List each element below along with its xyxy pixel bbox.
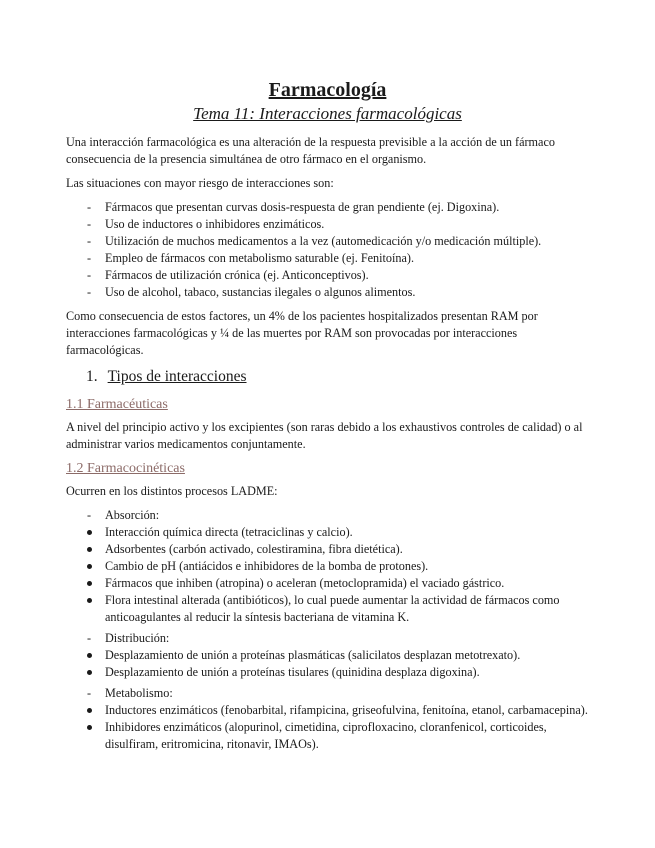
page-title: Farmacología	[268, 79, 387, 101]
list-item: Adsorbentes (carbón activado, colestiramina, fibra dietética).	[66, 541, 589, 558]
list-item: Desplazamiento de unión a proteínas tisulares (quinidina desplaza digoxina).	[66, 664, 589, 681]
group-label: - Metabolismo:	[66, 685, 589, 702]
page-subtitle: Tema 11: Interacciones farmacológicas	[193, 104, 462, 123]
list-item: - Uso de alcohol, tabaco, sustancias ilegales o algunos alimentos.	[66, 284, 589, 301]
list-item: Inhibidores enzimáticos (alopurinol, cimetidina, ciprofloxacino, cloranfenicol, corticoides, disulfiram, eritromicina, ritonavir, IMAOs).	[66, 719, 589, 753]
list-item: Interacción química directa (tetraciclinas y calcio).	[66, 524, 589, 541]
list-item: Inductores enzimáticos (fenobarbital, rifampicina, griseofulvina, fenitoína, etanol, carbamacepina).	[66, 702, 589, 719]
farmacocineticas-intro: Ocurren en los distintos procesos LADME:	[66, 484, 278, 498]
group-distribucion	[66, 630, 589, 681]
list-item: - Fármacos de utilización crónica (ej. Anticonceptivos).	[66, 267, 589, 284]
subsection-heading-farmaceuticas: 1.1 Farmacéuticas	[66, 397, 168, 412]
group-label: - Distribución:	[66, 630, 589, 647]
list-item: Fármacos que inhiben (atropina) o aceleran (metoclopramida) el vaciado gástrico.	[66, 575, 589, 592]
list-item: Desplazamiento de unión a proteínas plasmáticas (salicilatos desplazan metotrexato).	[66, 647, 589, 664]
list-item: Flora intestinal alterada (antibióticos), lo cual puede aumentar la actividad de fármacos como anticoagulantes al reducir la síntesis bacteriana de vitamina K.	[66, 592, 589, 626]
bullet-list	[66, 524, 589, 626]
subsection-heading-farmacocineticas: 1.2 Farmacocinéticas	[66, 461, 185, 476]
list-item: - Uso de inductores o inhibidores enzimáticos.	[66, 216, 589, 233]
farmaceuticas-paragraph: A nivel del principio activo y los excipientes (son raras debido a los exhaustivos controles de calidad) o al administrar varios medicamentos conjuntamente.	[66, 420, 583, 451]
list-item: Cambio de pH (antiácidos e inhibidores de la bomba de protones).	[66, 558, 589, 575]
list-item: - Fármacos que presentan curvas dosis-respuesta de gran pendiente (ej. Digoxina).	[66, 199, 589, 216]
intro-paragraph: Una interacción farmacológica es una alteración de la respuesta previsible a la acción de un fármaco consecuencia de la presencia simultánea de otro fármaco en el organismo.	[66, 135, 555, 166]
section-title: Tipos de interacciones	[107, 368, 247, 385]
consequence-paragraph: Como consecuencia de estos factores, un 4% de los pacientes hospitalizados presentan RAM por interacciones farmacológicas y ¼ de las muertes por RAM son provocadas por interacciones farmacológicas.	[66, 309, 538, 357]
group-metabolismo	[66, 685, 589, 753]
list-item: - Utilización de muchos medicamentos a la vez (automedicación y/o medicación múltiple).	[66, 233, 589, 250]
list-item: - Empleo de fármacos con metabolismo saturable (ej. Fenitoína).	[66, 250, 589, 267]
risk-intro: Las situaciones con mayor riesgo de interacciones son:	[66, 176, 334, 190]
bullet-list	[66, 702, 589, 753]
group-absorcion	[66, 507, 589, 626]
risk-list	[66, 199, 589, 301]
bullet-list	[66, 647, 589, 681]
section-number: 1.	[86, 368, 98, 385]
group-label: - Absorción:	[66, 507, 589, 524]
section-heading	[66, 367, 589, 387]
